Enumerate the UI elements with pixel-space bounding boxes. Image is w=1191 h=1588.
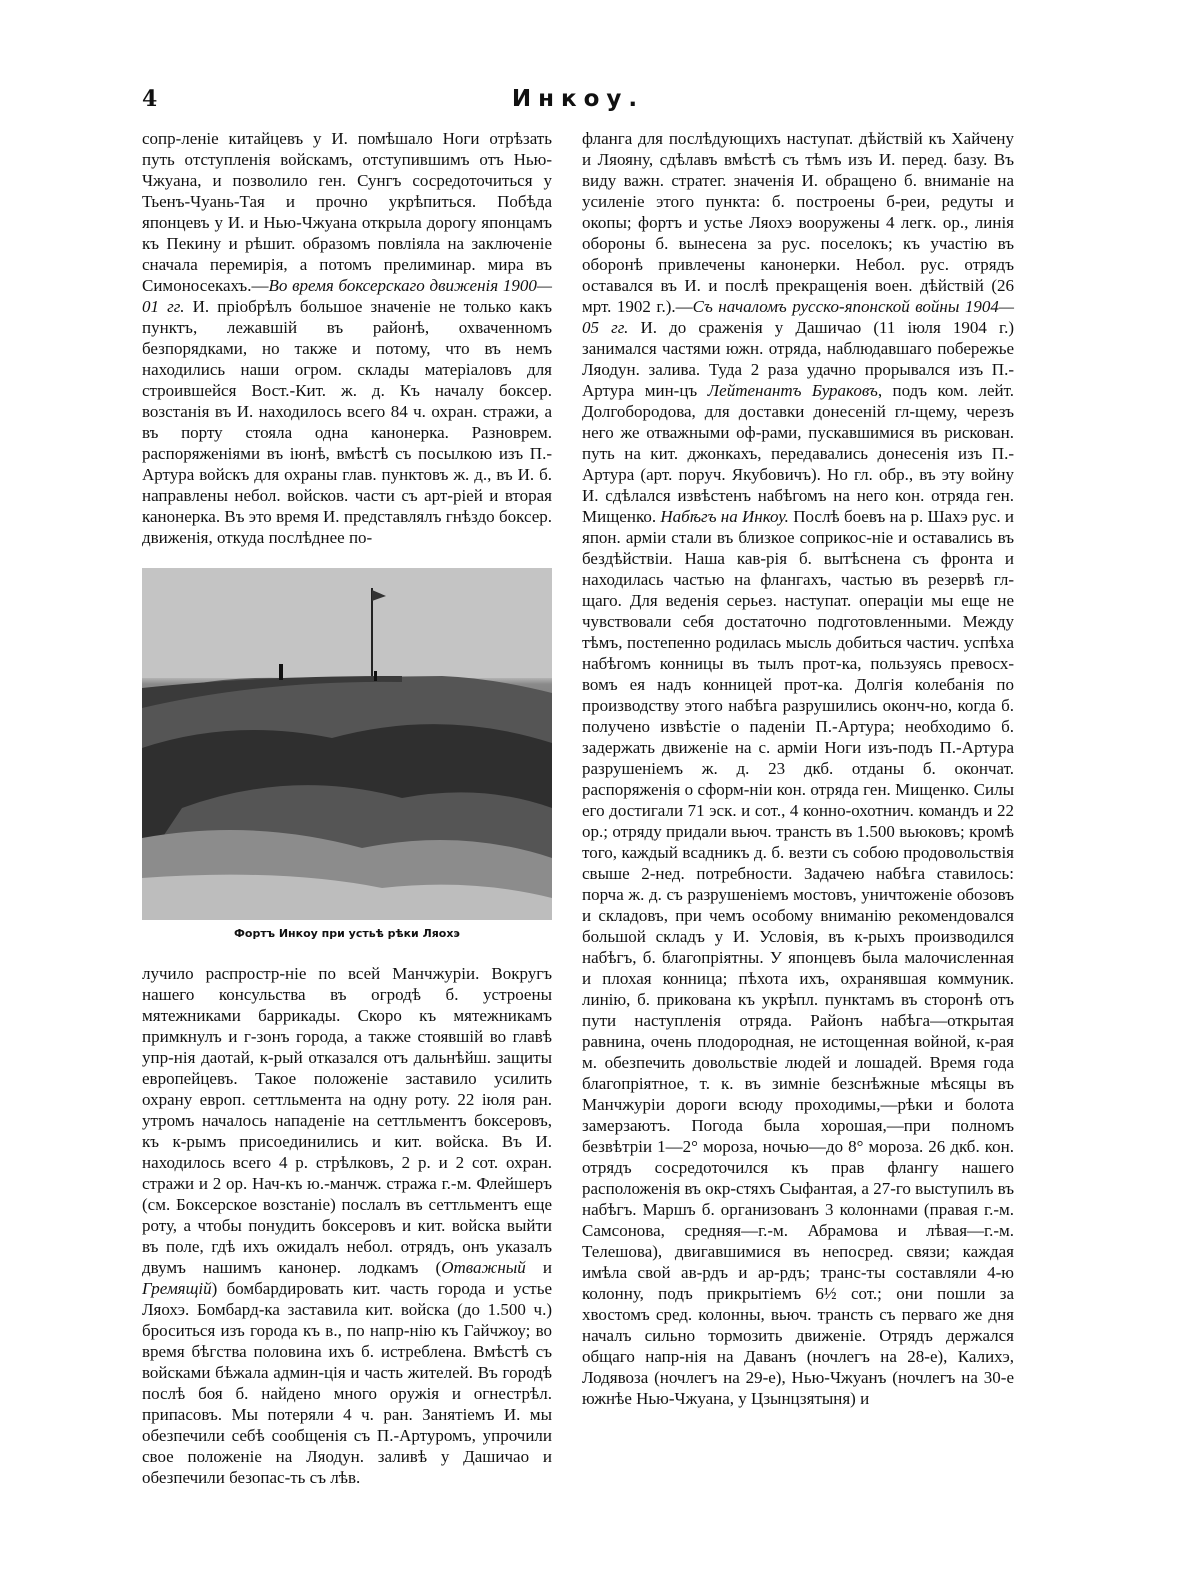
fort-illustration <box>142 568 552 920</box>
italic-ship-name: Отважный <box>441 1258 526 1277</box>
italic-heading: Съ началомъ русско-японской войны 1904—05 гг. <box>582 297 1014 337</box>
body-text: И. до сраженія у Дашичао (11 іюля 1904 г.) занимался частями южн. отряда, наблюдавшаго побережье Ляодун. залива. Туда 2 раза удачно прорывался изъ П.-Артура мин-цъ <box>582 318 1014 400</box>
page-title: Инкоу. <box>511 86 645 112</box>
italic-ship-name: Лейтенантъ Бураковъ <box>707 381 878 400</box>
figure-caption: Фортъ Инкоу при устьѣ рѣки Ляохэ <box>234 927 460 940</box>
italic-ship-name: Гремящій <box>142 1279 212 1298</box>
paragraph <box>142 963 552 1488</box>
right-column <box>582 128 1014 1409</box>
fort-engraving-image <box>142 568 552 920</box>
page-number: 4 <box>142 86 158 112</box>
body-text: , подъ ком. лейт. Долгобородова, для доставки донесеній гл-щему, черезъ него же отважными оф-рами, пускавшимися въ рискован. путь на кит. джонкахъ, передавались донесенія изъ П.-Артура (арт. поруч. Якубовичъ). Но гл. обр., въ эту войну И. сдѣлался извѣстенъ набѣгомъ на него кон. отряда ген. Мищенко. <box>582 381 1014 526</box>
italic-heading: Набѣгъ на Инкоу. <box>660 507 789 526</box>
body-text: ) бомбардировать кит. часть города и устье Ляохэ. Бомбард-ка заставила кит. войска (до 1.500 ч.) броситься изъ города къ в., по напр-нію къ Гайчжоу; во время бѣгства половина ихъ б. истреблена. Вмѣстѣ съ войсками бѣжала админ-ція и часть жителей. Въ городѣ послѣ боя б. найдено много оружія и огнестрѣл. припасовъ. Мы потеряли 4 ч. ран. Занятіемъ И. мы обезпечили себѣ сообщенія съ П.-Артуромъ, упрочили свое положеніе на Ляодун. заливѣ у Дашичао и обезпечили безопас-ть съ лѣв. <box>142 1279 552 1487</box>
body-text: лучило распростр-ніе по всей Манчжуріи. Вокругъ нашего консульства въ огродѣ б. устроены мятежниками баррикады. Скоро къ мятежникамъ примкнулъ и г-зонъ города, а также стоявшій во главѣ упр-нія даотай, к-рый отказался отъ дальнѣйш. защиты европейцевъ. Такое положеніе заставило усилить охрану европ. сеттльмента на одну роту. 22 іюля ран. утромъ началось нападеніе на сеттльментъ боксеровъ, къ к-рымъ присоединились и кит. войска. Въ И. находилось всего 4 р. стрѣлковъ, 2 р. и 2 сот. охран. стражи и 2 ор. Нач-къ ю.-манчж. стража г.-м. Флейшеръ (см. Боксерское возстаніе) послалъ въ сеттльментъ еще роту, а чтобы понудить боксеровъ и кит. войска выйти въ поле, гдѣ ихъ ожидалъ небол. отрядъ, онъ указалъ двумъ нашимъ канонер. лодкамъ ( <box>142 964 552 1277</box>
paragraph <box>142 128 552 548</box>
left-column-bottom <box>142 963 552 1488</box>
paragraph <box>582 128 1014 1409</box>
body-text: Послѣ боевъ на р. Шахэ рус. и япон. арміи стали въ близкое соприкос-ніе и оставались въ бездѣйствіи. Наша кав-рія б. вытѣснена съ фронта и находилась частью на флангахъ, частью въ резервѣ гл-щаго. Для веденія серьез. наступат. операціи мы еще не чувствовали себя достаточно подготовленными. Между тѣмъ, постепенно родилась мысль добиться частич. успѣха набѣгомъ конницы въ тылъ прот-ка, пользуясь превосх-вомъ ея надъ конницей прот-ка. Долгія колебанія по производству этого набѣга разрушились оконч-но, когда б. получено извѣстіе о паденіи П.-Артура; необходимо б. задержать движеніе на с. арміи Ноги изъ-подъ П.-Артура разрушеніемъ ж. д. 23 дкб. отданы б. окончат. распоряженія о сформ-ніи кон. отряда ген. Мищенко. Силы его достигали 71 эск. и сот., 4 конно-охотнич. командъ и 22 ор.; отряду придали вьюч. трансть въ 1.500 вьюковъ; кромѣ того, каждый всадникъ д. б. везти съ собою продовольствія свыше 2-нед. потребности. Задачею набѣга ставилось: порча ж. д. съ разрушеніемъ мостовъ, уничтоженіе обозовъ и складовъ, при чемъ особому вниманію рекомендовался большой складъ у И. Условія, въ к-рыхъ производился набѣгъ, б. благопріятны. У японцевъ была малочисленная и плохая конница; пѣхота ихъ, охранявшая коммуник. линію, б. прикована къ укрѣпл. пунктамъ въ сторонѣ отъ пути наступленія отряда. Районъ набѣга—открытая равнина, очень плодородная, не истощенная войной, к-рая м. обезпечить довольствіе людей и лошадей. Время года благопріятное, т. к. въ зимніе безснѣжные мѣсяцы въ Манчжуріи дороги всюду проходимы,—рѣки и болота замерзаютъ. Погода была хорошая,—при полномъ безвѣтріи 1—2° мороза, ночью—до 8° мороза. 26 дкб. кон. отрядъ сосредоточился къ прав флангу нашего расположенія въ окр-стяхъ Сыфантая, а 27-го выступилъ въ набѣгъ. Маршъ б. организованъ 3 колоннами (правая г.-м. Самсонова, средняя—г.-м. Абрамова и лѣвая—г.-м. Телешова), двигавшимися въ непосред. связи; каждая имѣла свой ав-рдъ и ар-рдъ; транс-ты составляли 4-ю колонну, подъ прикрытіемъ 6½ сот.; они пошли за хвостомъ сред. колонны, вьюч. трансть съ перваго же дня началъ сильно тормозить движеніе. Отрядъ держался общаго напр-нія на Даванъ (ночлегъ на 28-е), Калихэ, Лодявоза (ночлегъ на 29-е), Нью-Чжуанъ (ночлегъ на 30-е южнѣе Нью-Чжуана, у Цзынцзятыня) и <box>582 507 1014 1408</box>
left-column-top <box>142 128 552 548</box>
page-header <box>142 86 1014 120</box>
body-text: и <box>525 1258 552 1277</box>
body-text: сопр-леніе китайцевъ у И. помѣшало Ноги отрѣзать путь отступленія войскамъ, отступившимъ отъ Нью-Чжуана, и позволило ген. Сунгъ сосредоточиться у Тьенъ-Чуань-Тая и прочно укрѣпиться. Побѣда японцевъ у И. и Нью-Чжуана открыла дорогу японцамъ къ Пекину и рѣшит. образомъ повліяла на заключеніе сначала перемирія, а потомъ прелиминар. мира въ Симоносекахъ.— <box>142 129 552 295</box>
body-text: И. пріобрѣлъ большое значеніе не только какъ пунктъ, лежавшій въ районѣ, охваченномъ безпорядками, но также и потому, что въ немъ находились наши огром. склады матеріаловъ для строившейся Вост.-Кит. ж. д. Къ началу боксер. возстанія въ И. находилось всего 84 ч. охран. стражи, а въ порту стояла одна канонерка. Разноврем. распоряженіями въ іюнѣ, вмѣстѣ съ посылкою изъ П.-Артура войскъ для охраны глав. пунктовъ ж. д., въ И. б. направлены небол. войсков. части съ арт-ріей и вторая канонерка. Въ это время И. представлялъ гнѣздо боксер. движенія, откуда послѣднее по- <box>142 297 553 547</box>
italic-heading: Во время боксерскаго движенія 1900—01 гг. <box>142 276 552 316</box>
body-text: фланга для послѣдующихъ наступат. дѣйствій къ Хайчену и Ляояну, сдѣлавъ вмѣстѣ съ тѣмъ изъ И. перед. базу. Въ виду важн. стратег. значенія И. обращено б. вниманіе на усиленіе этого пункта: б. построены б-реи, редуты и окопы; фортъ и устье Ляохэ вооружены 4 легк. ор., линія обороны б. вынесена за рус. поселокъ; къ участію въ оборонѣ привлечены канонерки. Небол. рус. отрядъ оставался въ И. и послѣ прекращенія воен. дѣйствій (26 мрт. 1902 г.).— <box>582 129 1014 316</box>
